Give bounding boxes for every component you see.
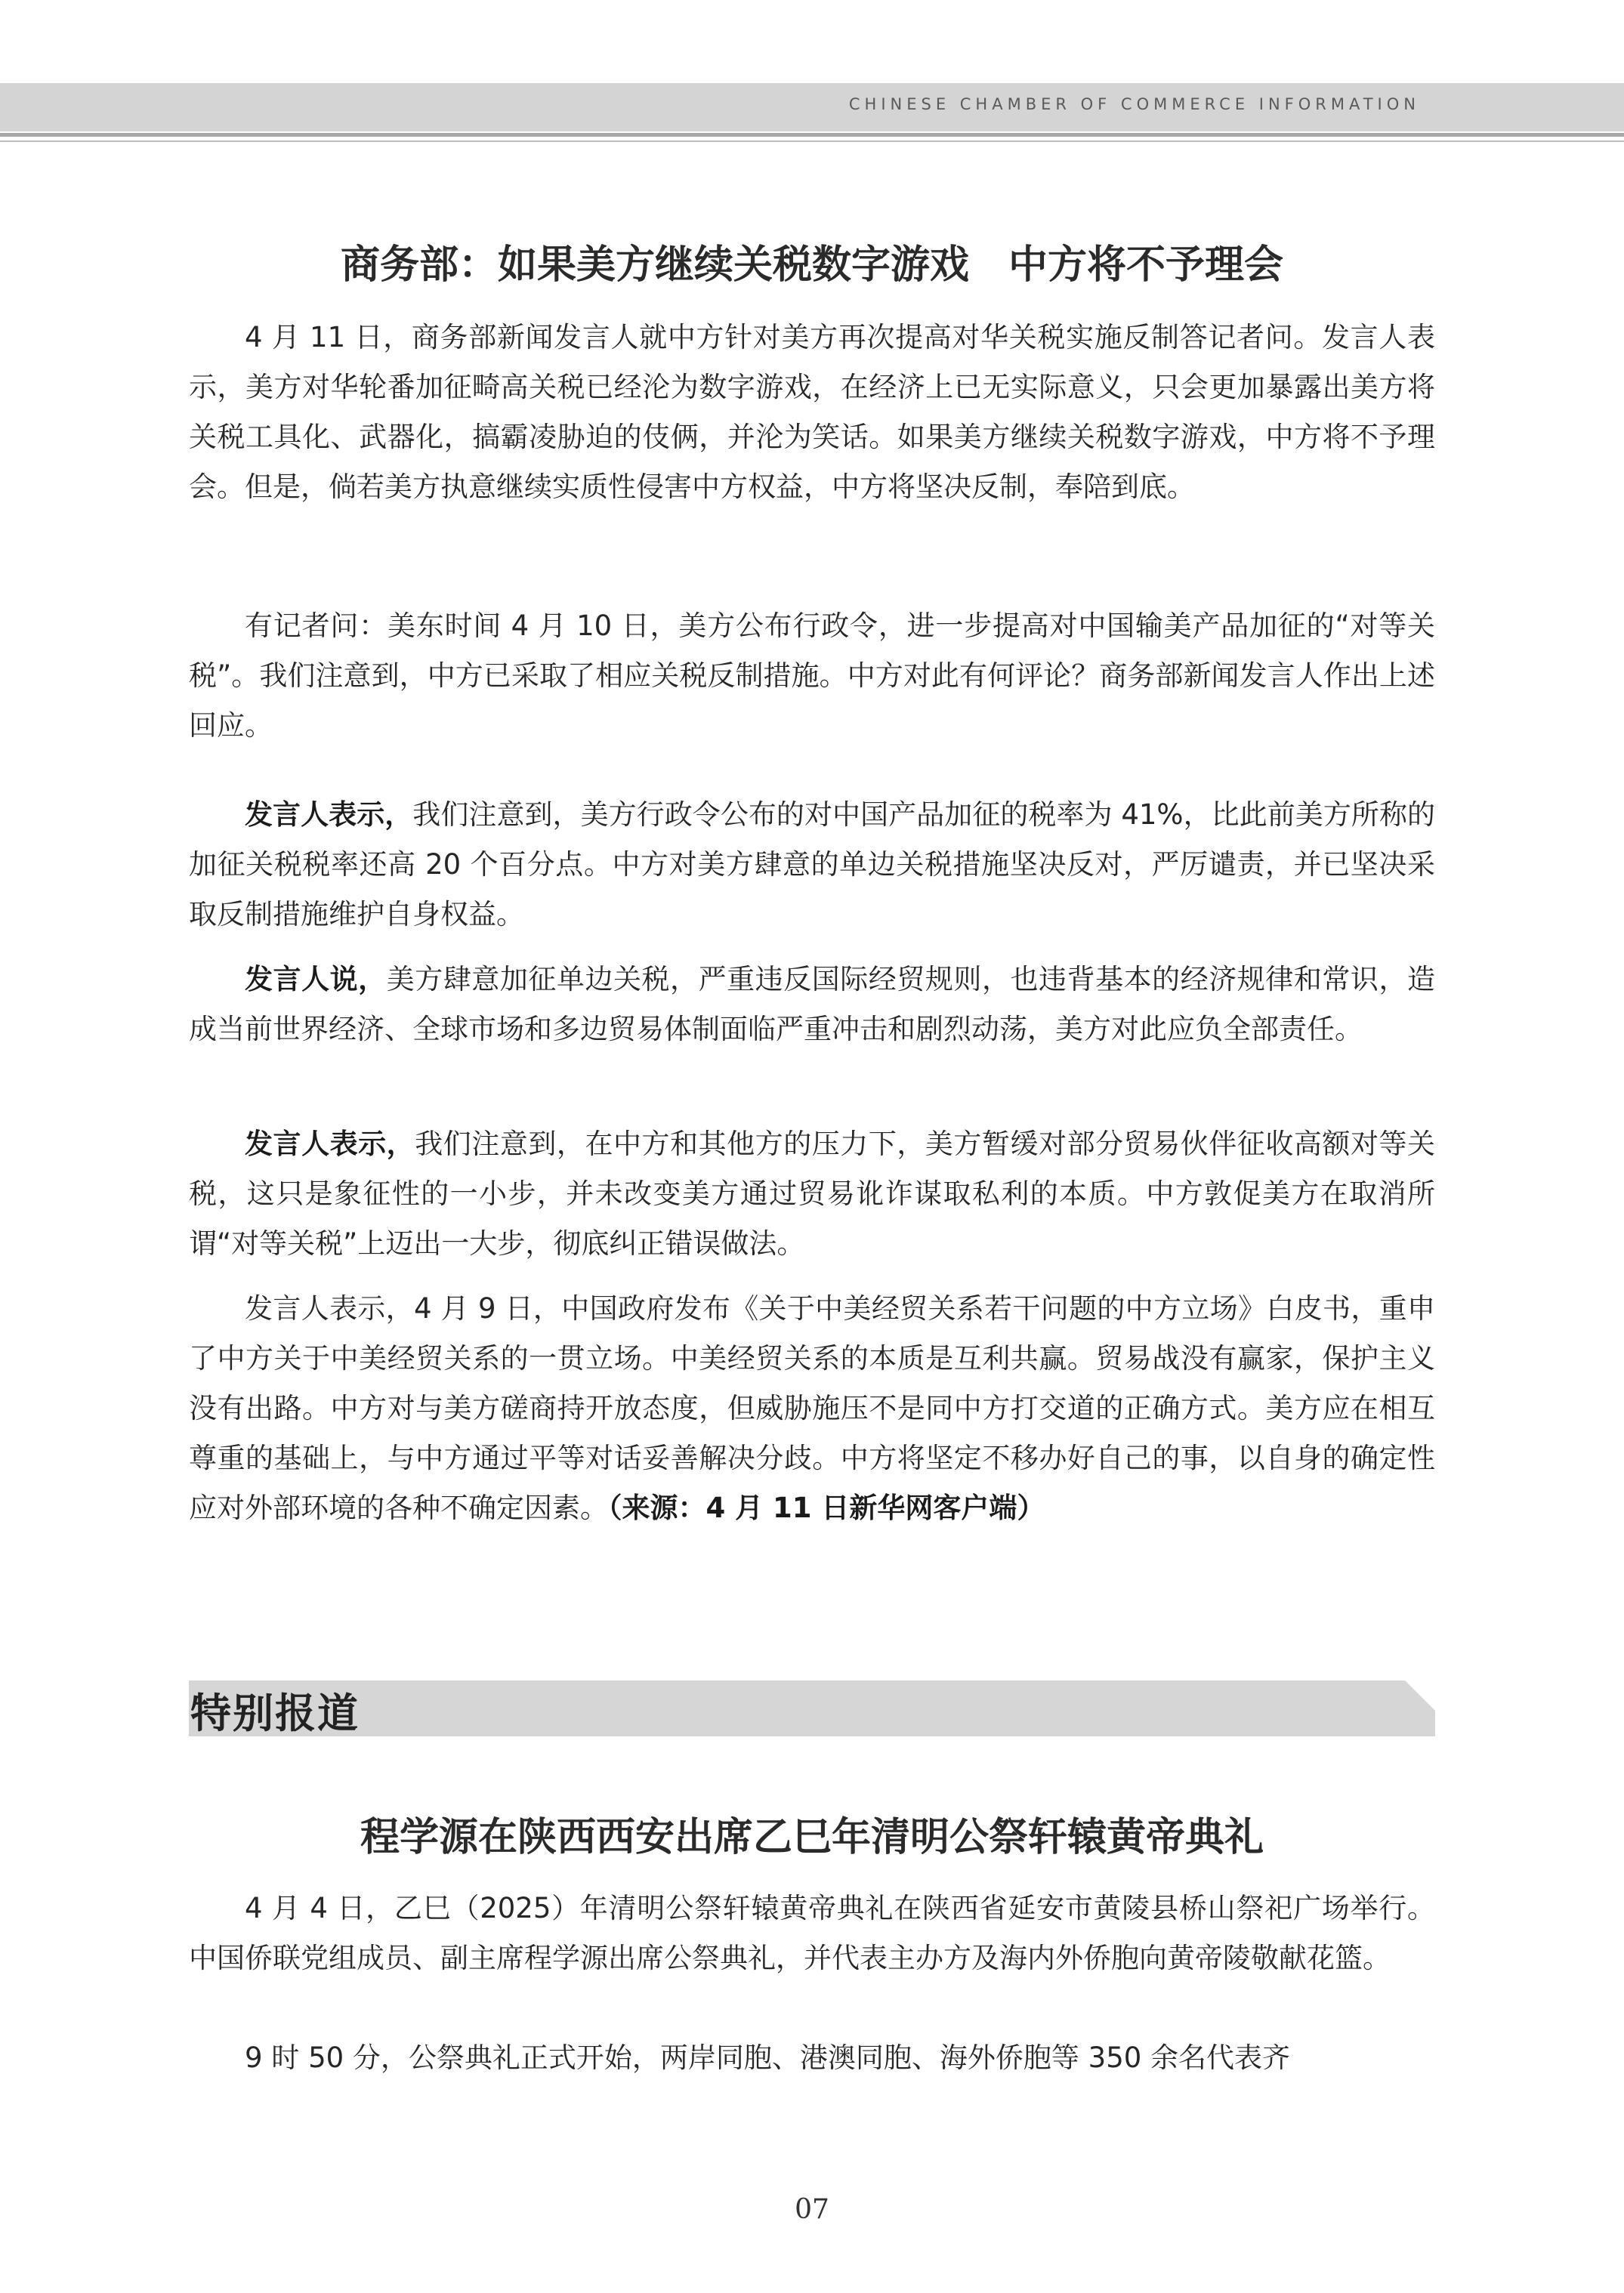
article-paragraph-question: 有记者问：美东时间 4 月 10 日，美方公布行政令，进一步提高对中国输美产品加征的“对等关税”。我们注意到，中方已采取了相应关税反制措施。中方对此有何评论？商务部新闻发言人作出上述回应。 — [189, 610, 1435, 742]
article-paragraph: 4 月 4 日，乙巳（2025）年清明公祭轩辕黄帝典礼在陕西省延安市黄陵县桥山祭祀广场举行。中国侨联党组成员、副主席程学源出席公祭典礼，并代表主办方及海内外侨胞向黄帝陵敬献花篮。 — [189, 1892, 1435, 1974]
speaker-lead: 发言人表示， — [245, 1128, 415, 1160]
article-title: 商务部：如果美方继续关税数字游戏 中方将不予理会 — [340, 242, 1283, 288]
speaker-lead: 发言人说， — [245, 963, 387, 995]
header-rule — [0, 133, 1624, 137]
article-paragraph: 发言人说，美方肆意加征单边关税，严重违反国际经贸规则，也违背基本的经济规律和常识，造成当前世界经济、全球市场和多边贸易体制面临严重冲击和剧烈动荡，美方对此应负全部责任。 — [189, 963, 1436, 1045]
section-bar — [189, 1680, 1435, 1736]
article-title: 程学源在陕西西安出席乙巳年清明公祭轩辕黄帝典礼 — [360, 1815, 1264, 1860]
section-label: 特别报道 — [190, 1689, 360, 1737]
article-paragraph: 9 时 50 分，公祭典礼正式开始，两岸同胞、港澳同胞、海外侨胞等 350 余名代表齐 — [245, 2041, 1291, 2074]
speaker-lead: 发言人表示， — [245, 798, 413, 831]
article-source: （来源：4 月 11 日新华网客户端） — [608, 1492, 1045, 1524]
article-paragraph: 发言人表示，4 月 9 日，中国政府发布《关于中美经贸关系若干问题的中方立场》白皮书，重申了中方关于中美经贸关系的一贯立场。中美经贸关系的本质是互利共赢。贸易战没有赢家，保护主义没有出路。中方对与美方磋商持开放态度，但威胁施压不是同中方打交道的正确方式。美方应在相互尊重的基础上，与中方通过平等对话妥善解决分歧。中方将坚定不移办好自己的事，以自身的确定性应对外部环境的各种不确定因素。（来源：4 月 11 日新华网客户端） — [189, 1292, 1435, 1524]
running-header: CHINESE CHAMBER OF COMMERCE INFORMATION — [848, 95, 1420, 113]
article-paragraph: 发言人表示，我们注意到，在中方和其他方的压力下，美方暂缓对部分贸易伙伴征收高额对等关税，这只是象征性的一小步，并未改变美方通过贸易讹诈谋取私利的本质。中方敦促美方在取消所谓“对等关税”上迈出一大步，彻底纠正错误做法。 — [189, 1128, 1436, 1260]
header-rule-thin — [0, 140, 1624, 142]
page-number: 07 — [795, 2194, 829, 2225]
article-paragraph: 发言人表示，我们注意到，美方行政令公布的对中国产品加征的税率为 41%，比此前美方所称的加征关税税率还高 20 个百分点。中方对美方肆意的单边关税措施坚决反对，严厉谴责，并已坚决采取反制措施维护自身权益。 — [189, 798, 1436, 930]
article-paragraph: 4 月 11 日，商务部新闻发言人就中方针对美方再次提高对华关税实施反制答记者问。发言人表示，美方对华轮番加征畸高关税已经沦为数字游戏，在经济上已无实际意义，只会更加暴露出美方将关税工具化、武器化，搞霸凌胁迫的伎俩，并沦为笑话。如果美方继续关税数字游戏，中方将不予理会。但是，倘若美方执意继续实质性侵害中方权益，中方将坚决反制，奉陪到底。 — [189, 321, 1435, 503]
